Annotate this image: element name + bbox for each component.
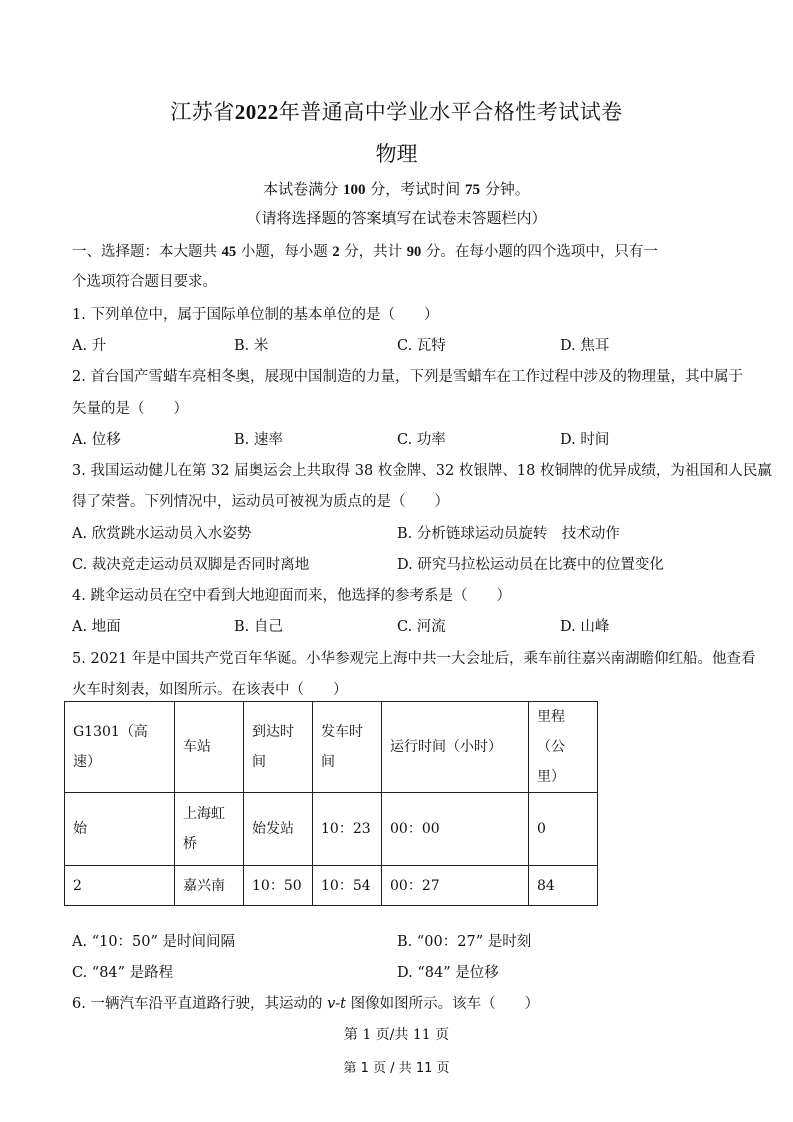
table-cell: 上海虹 桥 [175, 793, 244, 866]
q5-option-c[interactable]: C. “84” 是路程 [72, 965, 174, 981]
table-cell: 0 [529, 793, 598, 866]
q3-option-d[interactable]: D. 研究马拉松运动员在比赛中的位置变化 [397, 557, 664, 573]
page-footer: 第 1 页/共 11 页 [343, 1027, 450, 1043]
question-2-stem: 2. 首台国产雪蜡车亮相冬奥，展现中国制造的力量，下列是雪蜡车在工作过程中涉及的物理量，其中属于 [72, 369, 743, 385]
table-cell: 2 [65, 866, 175, 906]
q2-option-b[interactable]: B. 速率 [234, 432, 283, 448]
q3-option-a[interactable]: A. 欣赏跳水运动员入水姿势 [72, 526, 252, 542]
q2-option-d[interactable]: D. 时间 [560, 432, 610, 448]
exam-instruction: （请将选择题的答案填写在试卷末答题栏内） [246, 209, 547, 227]
section-heading: 一、选择题：本大题共 45 小题，每小题 2 分，共计 90 分。在每小题的四个选项中，只有一 [72, 244, 658, 260]
table-row [65, 793, 598, 866]
exam-info: 本试卷满分 100 分，考试时间 75 分钟。 [263, 180, 530, 198]
viewer-page-indicator: 第 1 页 / 共 11 页 [343, 1061, 450, 1076]
table-row [65, 866, 598, 906]
subject-title: 物理 [375, 142, 418, 166]
q5-option-d[interactable]: D. “84” 是位移 [397, 965, 499, 981]
table-cell: 始发站 [244, 793, 313, 866]
q5-option-b[interactable]: B. “00：27” 是时刻 [397, 934, 532, 950]
q1-option-a[interactable]: A. 升 [72, 338, 107, 354]
q2-option-a[interactable]: A. 位移 [72, 432, 121, 448]
table-header-cell: 发车时 间 [313, 702, 382, 793]
table-cell: 10：50 [244, 866, 313, 906]
section-heading-cont: 个选项符合题目要求。 [72, 274, 217, 290]
table-cell: 始 [65, 793, 175, 866]
question-2-stem-cont: 矢量的是（ ） [72, 401, 188, 417]
table-header-row [65, 702, 598, 793]
table-cell: 84 [529, 866, 598, 906]
table-header-cell: 车站 [175, 702, 244, 793]
train-timetable [64, 701, 598, 906]
question-5-stem-cont: 火车时刻表，如图所示。在该表中（ ） [72, 682, 348, 698]
table-cell: 00：27 [382, 866, 529, 906]
q4-option-a[interactable]: A. 地面 [72, 619, 121, 635]
q4-option-d[interactable]: D. 山峰 [560, 619, 610, 635]
table-cell: 00：00 [382, 793, 529, 866]
question-6-stem: 6. 一辆汽车沿平直道路行驶，其运动的 v-t 图像如图所示。该车（ ） [72, 996, 540, 1012]
table-cell: 嘉兴南 [175, 866, 244, 906]
q1-option-b[interactable]: B. 米 [234, 338, 269, 354]
table-header-cell: 到达时 间 [244, 702, 313, 793]
q3-option-c[interactable]: C. 裁决竞走运动员双脚是否同时离地 [72, 557, 310, 573]
question-1-stem: 1. 下列单位中，属于国际单位制的基本单位的是（ ） [72, 307, 439, 323]
question-3-stem-cont: 得了荣誉。下列情况中，运动员可被视为质点的是（ ） [72, 494, 449, 510]
table-cell: 10：54 [313, 866, 382, 906]
table-header-cell: 里程（公 里） [529, 702, 598, 793]
q4-option-b[interactable]: B. 自己 [234, 619, 283, 635]
q5-option-a[interactable]: A. “10：50” 是时间间隔 [72, 934, 236, 950]
table-cell: 10：23 [313, 793, 382, 866]
question-5-stem: 5. 2021 年是中国共产党百年华诞。小华参观完上海中共一大会址后，乘车前往嘉兴南湖瞻仰红船。他查看 [72, 651, 756, 667]
q3-option-b[interactable]: B. 分析链球运动员旋转 技术动作 [397, 526, 620, 542]
table-header-cell: G1301（高速） [65, 702, 175, 793]
q1-option-d[interactable]: D. 焦耳 [560, 338, 610, 354]
table-header-cell: 运行时间（小时） [382, 702, 529, 793]
q2-option-c[interactable]: C. 功率 [397, 432, 446, 448]
question-3-stem: 3. 我国运动健儿在第 32 届奥运会上共取得 38 枚金牌、32 枚银牌、18 枚铜牌的优异成绩，为祖国和人民赢 [72, 463, 772, 479]
q4-option-c[interactable]: C. 河流 [397, 619, 446, 635]
question-4-stem: 4. 跳伞运动员在空中看到大地迎面而来，他选择的参考系是（ ） [72, 588, 511, 604]
exam-title: 江苏省2022年普通高中学业水平合格性考试试卷 [170, 100, 623, 124]
q1-option-c[interactable]: C. 瓦特 [397, 338, 446, 354]
